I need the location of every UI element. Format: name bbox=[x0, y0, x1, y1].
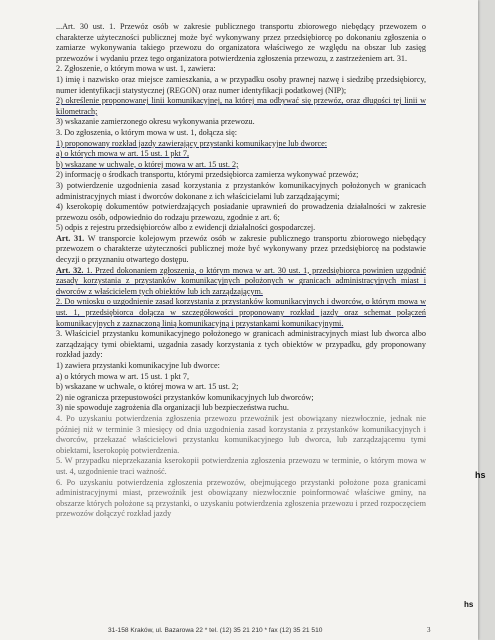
art32-para3-item1a: a) o których mowa w art. 15 ust. 1 pkt 7, bbox=[56, 371, 190, 381]
document-body bbox=[56, 22, 426, 520]
art30-para3: 3. Do zgłoszenia, o którym mowa w ust. 1, dołącza się: bbox=[56, 127, 237, 137]
art30-para3-item4: 4) kserokopię dokumentów potwierdzających posiadanie uprawnień do prowadzenia działalności w zakresie przewozu osób, odpowiednio do rodzaju przewozu, zgodnie z art. 6; bbox=[56, 202, 426, 222]
margin-note: hs bbox=[475, 470, 486, 480]
art32-para3-item2: 2) nie ogranicza przepustowości przystanków komunikacyjnych lub dworców; bbox=[56, 392, 314, 402]
page-number: 3 bbox=[427, 626, 431, 634]
art31: Art. 31. W transporcie kolejowym przewóz osób w zakresie publicznego transportu zbiorowego niebędący przewozem o charakterze użyteczności publicznej może być wykonywany przez przedsiębiorcę na podstawie decyzji o przyznaniu otwartego dostępu. bbox=[56, 233, 426, 265]
article-heading: Art. 32. bbox=[56, 265, 84, 275]
article-heading: Art. 31. bbox=[56, 233, 85, 243]
art32-para4: 4. Po uzyskaniu potwierdzenia zgłoszenia przewozu przewoźnik jest obowiązany niezwłocznie, jednak nie później niż w terminie 3 miesięcy od dnia uzgodnienia zasad korzystania z przystanków komunikacyjnych i dworców, przekazać właścicielowi przystanku komunikacyjnego lub dworca, lub zarządzającemu tymi obiektami, kserokopię potwierdzenia. bbox=[56, 413, 426, 455]
art32-para3-item1b: b) wskazane w uchwale, o której mowa w art. 15 ust. 2; bbox=[56, 382, 239, 392]
art30-para3-item2: 2) informację o środkach transportu, którymi przedsiębiorca zamierza wykonywać przewóz; bbox=[56, 170, 359, 180]
margin-note-bottom: hs bbox=[464, 600, 474, 609]
art30-para2: 2. Zgłoszenie, o którym mowa w ust. 1, zawiera: bbox=[56, 64, 216, 74]
art30-para3-item1a: a) o których mowa w art. 15 ust. 1 pkt 7, bbox=[56, 149, 190, 159]
art30-para3-item1b: b) wskazane w uchwale, o której mowa w art. 15 ust. 2; bbox=[56, 159, 239, 169]
art30-para2-item1: 1) imię i nazwisko oraz miejsce zamieszkania, a w przypadku osoby prawnej nazwę i siedzibę przedsiębiorcy, numer identyfikacji statystycznej (REGON) oraz numer identyfikacji podatkowej (NIP); bbox=[56, 74, 426, 95]
art30-para2-item3: 3) wskazanie zamierzonego okresu wykonywania przewozu. bbox=[56, 117, 255, 127]
art32-para3-item1: 1) zawiera przystanki komunikacyjne lub dworce: bbox=[56, 361, 220, 370]
art32-para3: 3. Właściciel przystanku komunikacyjnego położonego w granicach administracyjnych miast lub dworca albo zarządzający tymi obiektami, uzgadnia zasady korzystania z tych obiektów w przypadku, gdy proponowany rozkład jazdy: bbox=[56, 329, 426, 360]
art30-para3-item5: 5) odpis z rejestru przedsiębiorców albo z ewidencji działalności gospodarczej. bbox=[56, 223, 316, 233]
art32-para6: 6. Po uzyskaniu potwierdzenia zgłoszenia przewozów, obejmującego przystanki położone poza granicami administracyjnymi miast, przewoźnik jest obowiązany niezwłocznie poinformować właściwe gminy, na obszarze których położone są przystanki, o uzyskaniu potwierdzenia zgłoszenia przewozu i przed rozpoczęciem przewozów dołączyć rozkład jazdy bbox=[56, 477, 426, 519]
art30-para1: ...Art. 30 ust. 1. Przewóz osób w zakresie publicznego transportu zbiorowego niebędący przewozem o charakterze użyteczności publicznej może być wykonywany przez przedsiębiorcę po dokonaniu zgłoszenia o zamiarze wykonywania takiego przewozu do organizatora właściwego ze względu na obszar lub zasięg przewozów i wydaniu przez tego organizatora potwierdzenia zgłoszenia przewozu, z zastrzeżeniem art. 31. bbox=[56, 22, 426, 63]
art32-para1: Art. 32. 1. Przed dokonaniem zgłoszenia, o którym mowa w art. 30 ust. 1, przedsiębiorca powinien uzgodnić zasady korzystania z przystanków komunikacyjnych położonych w granicach administracyjnych miast i dworców z właścicielem tych obiektów lub ich zarządzającym. bbox=[56, 265, 426, 296]
art32-para3-item3: 3) nie spowoduje zagrożenia dla organizacji lub bezpieczeństwa ruchu. bbox=[56, 403, 289, 413]
footer-address: 31-158 Kraków, ul. Bazarowa 22 * tel. (12) 35 21 210 * fax (12) 35 21 510 bbox=[108, 627, 323, 634]
art32-para5: 5. W przypadku nieprzekazania kserokopii potwierdzenia zgłoszenia przewozu w terminie, o którym mowa w ust. 4, uzgodnienie traci ważność. bbox=[56, 456, 426, 476]
art30-para3-item3: 3) potwierdzenie uzgodnienia zasad korzystania z przystanków komunikacyjnych położonych w granicach administracyjnych miast i dworców dokonane z ich właścicielami lub zarządzającymi; bbox=[56, 180, 426, 201]
art32-para2: 2. Do wniosku o uzgodnienie zasad korzystania z przystanków komunikacyjnych i dworców, o którym mowa w ust. 1, przedsiębiorca dołącza w szczegółowości proponowany rozkład jazdy oraz schemat połączeń komunikacyjnych z zaznaczoną linią komunikacyjną i przystankami komunikacyjnymi. bbox=[56, 297, 426, 328]
art30-para2-item2: 2) określenie proponowanej linii komunikacyjnej, na której ma odbywać się przewóz, oraz długości tej linii w kilometrach; bbox=[56, 96, 426, 116]
art30-para3-item1: 1) proponowany rozkład jazdy zawierający przystanki komunikacyjne lub dworce: bbox=[56, 138, 327, 148]
